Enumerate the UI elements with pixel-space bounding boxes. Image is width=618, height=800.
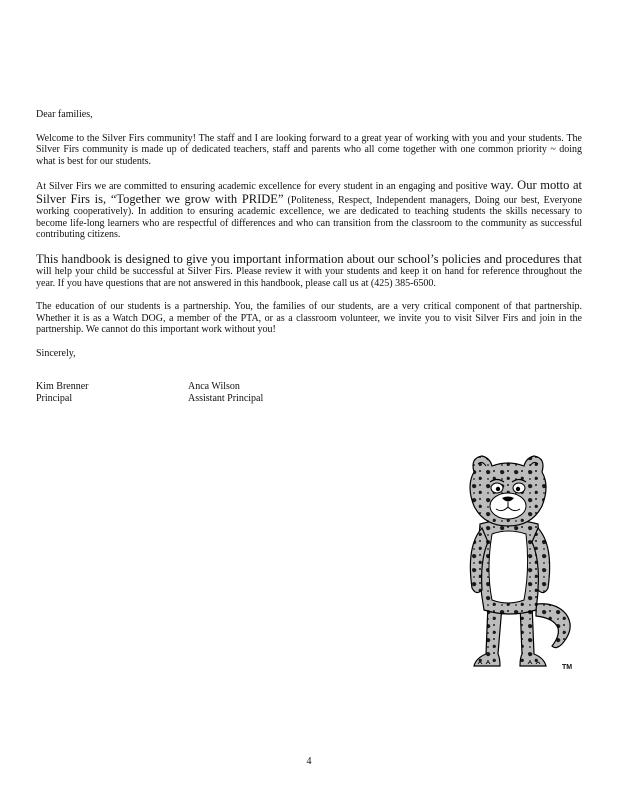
signature-title: Assistant Principal bbox=[188, 393, 264, 404]
signature-principal bbox=[36, 381, 188, 405]
paragraph-handbook-rest: will help your child be successful at Silver Firs. Please review it with your students and keep it on hand for reference throughout the year. If you have questions that are not answered in this handbook, please call us at (425) 385-6500. bbox=[36, 266, 582, 289]
closing: Sincerely, bbox=[36, 347, 76, 359]
signature-name: Kim Brenner bbox=[36, 381, 89, 392]
paragraph-partnership: The education of our students is a partnership. You, the families of our students, are a very critical component of that partnership. Whether it is as a Watch DOG, a member of the PTA, or as a classroom volunteer, we invite you to visit Silver Firs and join in the partnership. We cannot do this important work without you! bbox=[36, 301, 582, 335]
jaguar-mascot-icon bbox=[442, 454, 582, 674]
motto-highlight: way. Our motto at Silver Firs is, “Together we grow with PRIDE” bbox=[36, 178, 583, 206]
paragraph-welcome: Welcome to the Silver Firs community! The staff and I are looking forward to a great year of working with you and your students. The Silver Firs community is made up of dedicated teachers, staff and parents who all come together with one common priority ~ doing what is best for our students. bbox=[36, 132, 582, 167]
handbook-highlight: This handbook is designed to give you important information about our school’s policies and procedures that bbox=[36, 251, 582, 266]
page-number: 4 bbox=[306, 756, 312, 767]
trademark-mark: TM bbox=[562, 664, 573, 671]
paragraph-motto-start: At Silver Firs we are committed to ensuring academic excellence for every student in an engaging and positive bbox=[36, 181, 488, 192]
signature-block bbox=[36, 381, 582, 405]
salutation: Dear families, bbox=[36, 109, 93, 120]
paragraph-motto-rest: (Politeness, Respect, Independent managers, Doing our best, Everyone working cooperatively). In addition to ensuring academic excellence, we are dedicated to teaching students the skills necessary to become life-long learners who are respectful of differences and who can transition from the classroom to the community as successful contributing citizens. bbox=[36, 194, 582, 240]
signature-assistant-principal bbox=[188, 381, 340, 405]
paragraph-handbook bbox=[36, 253, 582, 290]
signature-name: Anca Wilson bbox=[188, 381, 240, 392]
paragraph-motto bbox=[36, 179, 582, 241]
signature-title: Principal bbox=[36, 393, 73, 404]
welcome-letter bbox=[36, 109, 582, 405]
